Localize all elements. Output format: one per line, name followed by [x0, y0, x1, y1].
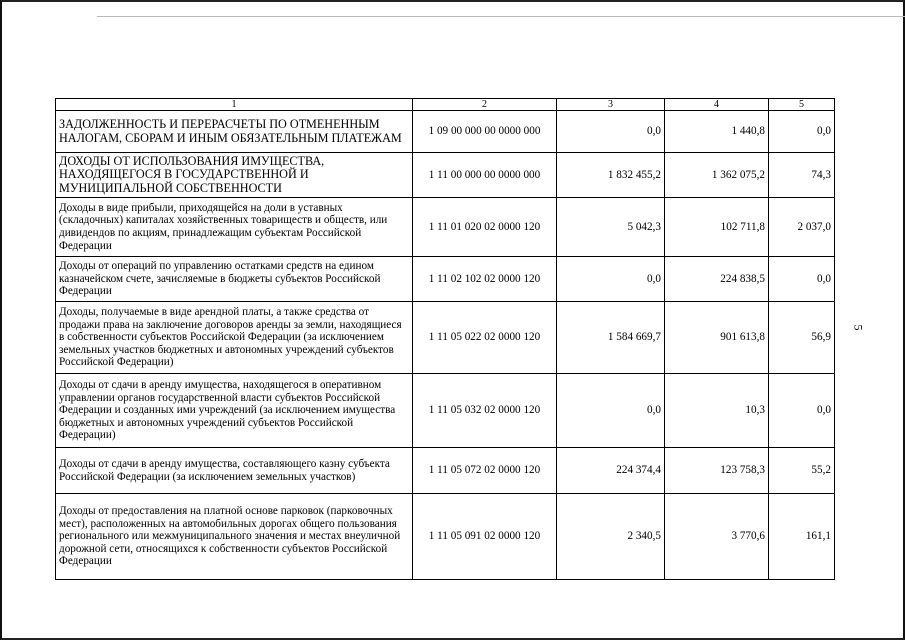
row-name: Доходы от операций по управлению остатками средств на едином казначейском счете, зачисляемые в бюджеты субъектов Российской Федерации: [56, 257, 413, 302]
row-col3: 5 042,3: [557, 198, 665, 257]
row-col3: 224 374,4: [557, 448, 665, 494]
row-col5: 55,2: [769, 448, 835, 494]
row-code: 1 11 05 032 02 0000 120: [413, 374, 557, 448]
row-col5: 2 037,0: [769, 198, 835, 257]
row-col3: 0,0: [557, 111, 665, 153]
table-row: [56, 153, 835, 198]
row-name: Доходы от сдачи в аренду имущества, находящегося в оперативном управлении органов государственной власти субъектов Российской Федерации и созданных ими учреждений (за исключением имущества бюджетных и автономных учреждений субъектов Российской Федерации): [56, 374, 413, 448]
row-name: ДОХОДЫ ОТ ИСПОЛЬЗОВАНИЯ ИМУЩЕСТВА, НАХОДЯЩЕГОСЯ В ГОСУДАРСТВЕННОЙ И МУНИЦИПАЛЬНОЙ СОБСТВЕННОСТИ: [56, 153, 413, 198]
header-col-4: 4: [665, 99, 769, 111]
budget-table: [55, 98, 835, 580]
table-row: [56, 448, 835, 494]
header-col-3: 3: [557, 99, 665, 111]
header-col-1: 1: [56, 99, 413, 111]
row-col3: 2 340,5: [557, 494, 665, 580]
row-code: 1 11 05 072 02 0000 120: [413, 448, 557, 494]
row-col4: 10,3: [665, 374, 769, 448]
row-code: 1 11 02 102 02 0000 120: [413, 257, 557, 302]
row-col3: 0,0: [557, 257, 665, 302]
row-col5: 0,0: [769, 374, 835, 448]
row-name: Доходы от предоставления на платной основе парковок (парковочных мест), расположенных на автомобильных дорогах общего пользования регионального или межмуниципального значения и местах внеуличной дорожной сети, относящихся к собственности субъектов Российской Федерации: [56, 494, 413, 580]
row-col4: 224 838,5: [665, 257, 769, 302]
row-col3: 0,0: [557, 374, 665, 448]
header-col-2: 2: [413, 99, 557, 111]
row-name: Доходы в виде прибыли, приходящейся на доли в уставных (складочных) капиталах хозяйственных товариществ и обществ, или дивидендов по акциям, принадлежащим субъектам Российской Федерации: [56, 198, 413, 257]
row-col5: 161,1: [769, 494, 835, 580]
row-code: 1 11 01 020 02 0000 120: [413, 198, 557, 257]
row-col4: 1 440,8: [665, 111, 769, 153]
page-number: 5: [851, 324, 866, 331]
row-code: 1 11 00 000 00 0000 000: [413, 153, 557, 198]
row-name: ЗАДОЛЖЕННОСТЬ И ПЕРЕРАСЧЕТЫ ПО ОТМЕНЕННЫМ НАЛОГАМ, СБОРАМ И ИНЫМ ОБЯЗАТЕЛЬНЫМ ПЛАТЕЖАМ: [56, 111, 413, 153]
table-row: [56, 302, 835, 374]
row-col3: 1 584 669,7: [557, 302, 665, 374]
table-row: [56, 494, 835, 580]
row-col4: 1 362 075,2: [665, 153, 769, 198]
row-code: 1 09 00 000 00 0000 000: [413, 111, 557, 153]
row-col4: 901 613,8: [665, 302, 769, 374]
row-name: Доходы от сдачи в аренду имущества, составляющего казну субъекта Российской Федерации (за исключением земельных участков): [56, 448, 413, 494]
row-col4: 123 758,3: [665, 448, 769, 494]
table-row: [56, 111, 835, 153]
row-col5: 74,3: [769, 153, 835, 198]
row-col5: 56,9: [769, 302, 835, 374]
row-col4: 102 711,8: [665, 198, 769, 257]
table-row: [56, 374, 835, 448]
row-col5: 0,0: [769, 111, 835, 153]
row-name: Доходы, получаемые в виде арендной платы, а также средства от продажи права на заключение договоров аренды за земли, находящиеся в собственности субъектов Российской Федерации (за исключением земельных участков бюджетных и автономных учреждений субъектов Российской Федерации): [56, 302, 413, 374]
row-code: 1 11 05 091 02 0000 120: [413, 494, 557, 580]
row-col5: 0,0: [769, 257, 835, 302]
row-col4: 3 770,6: [665, 494, 769, 580]
table-row: [56, 257, 835, 302]
table-row: [56, 198, 835, 257]
row-code: 1 11 05 022 02 0000 120: [413, 302, 557, 374]
header-row: [56, 99, 835, 111]
header-col-5: 5: [769, 99, 835, 111]
top-rule: [97, 16, 905, 17]
row-col3: 1 832 455,2: [557, 153, 665, 198]
